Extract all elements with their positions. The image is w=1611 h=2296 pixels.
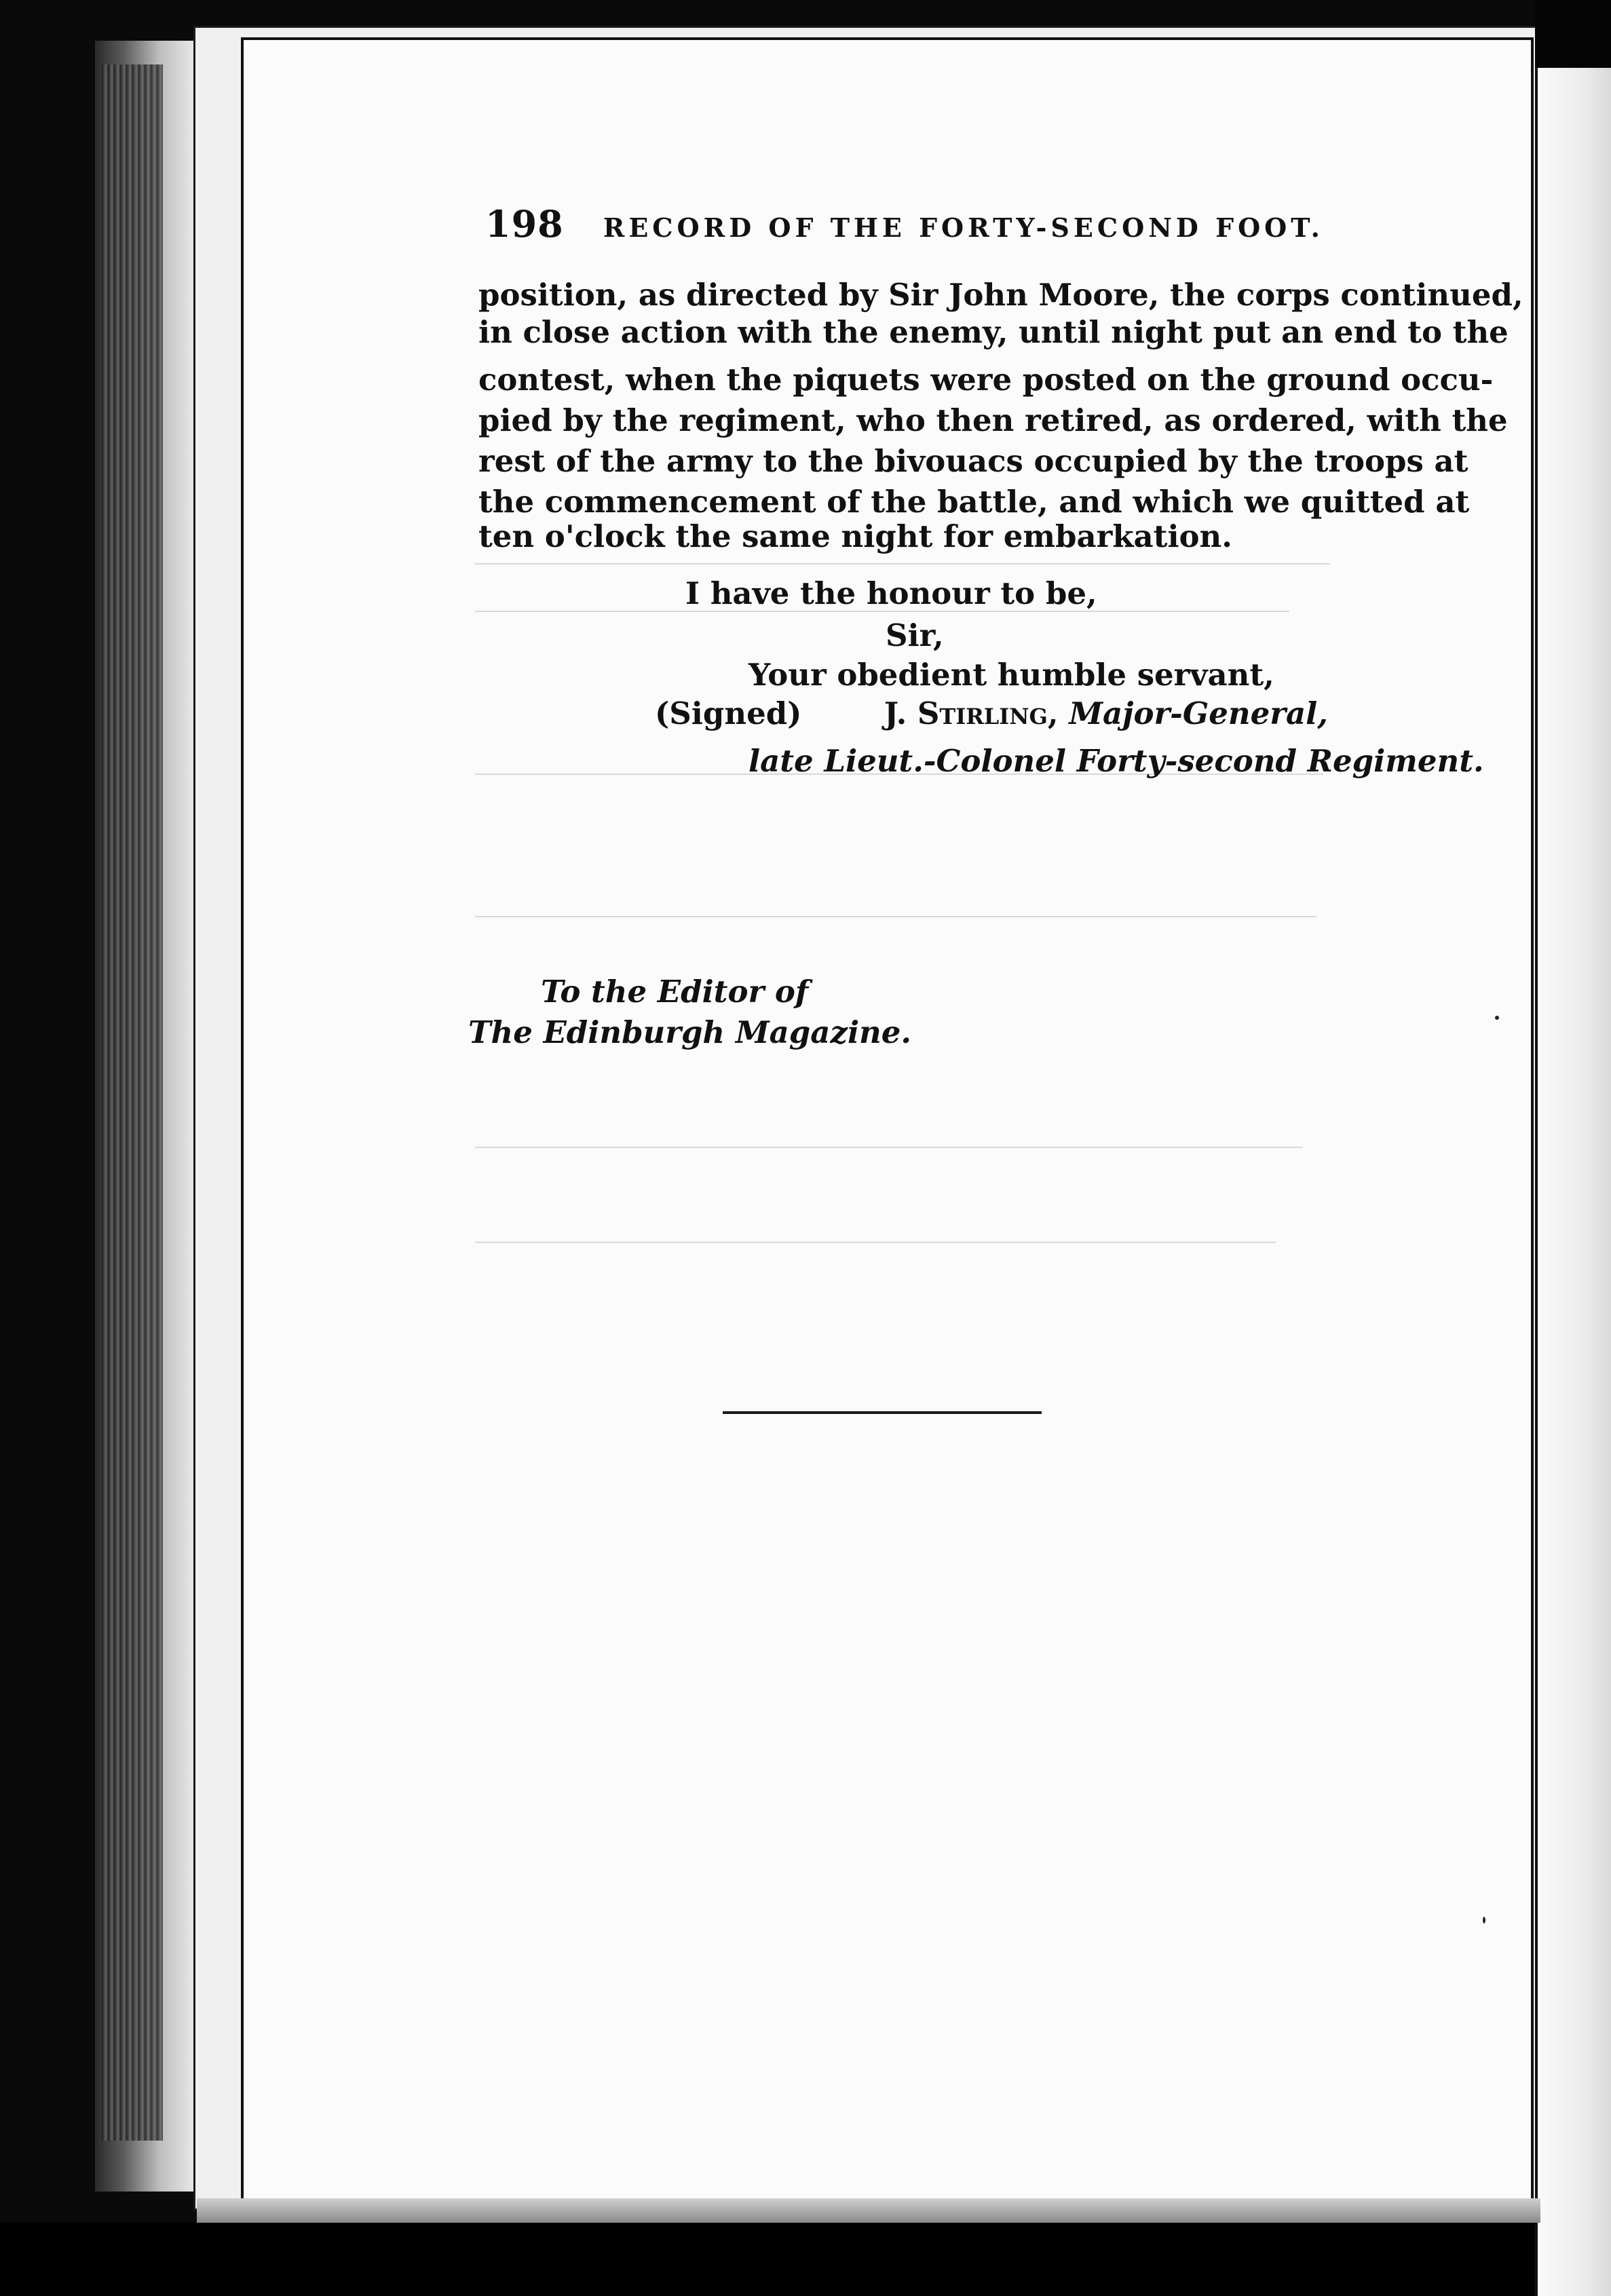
bleed-through — [475, 916, 1316, 917]
address-line-2: The Edinburgh Magazine. — [468, 1014, 912, 1050]
bleed-through — [475, 1242, 1276, 1243]
page-number: 198 — [485, 202, 564, 246]
running-head — [485, 202, 1324, 246]
body-line: contest, when the piquets were posted on the ground occu- — [478, 362, 1494, 398]
body-line: position, as directed by Sir John Moore, the corps continued, — [478, 277, 1523, 313]
running-title: RECORD OF THE FORTY-SECOND FOOT. — [603, 212, 1324, 243]
closing-servant: Your obedient humble servant, — [748, 657, 1274, 693]
closing-honour: I have the honour to be, — [685, 575, 1097, 611]
bleed-through — [475, 1147, 1303, 1148]
closing-salutation: Sir, — [886, 617, 944, 653]
body-line: the commencement of the battle, and which we quitted at — [478, 484, 1470, 520]
bleed-through — [475, 563, 1330, 565]
address-line-1: To the Editor of — [541, 974, 809, 1010]
body-line: in close action with the enemy, until night put an end to the — [478, 314, 1509, 350]
body-line: pied by the regiment, who then retired, as ordered, with the — [478, 402, 1508, 438]
signed-label: (Signed) — [655, 695, 802, 731]
section-rule — [723, 1411, 1042, 1414]
signatory-rank: Major-General, — [1069, 695, 1328, 731]
ink-speck — [1495, 1016, 1499, 1020]
book-binding — [102, 64, 163, 2141]
signatory-title: late Lieut.-Colonel Forty-second Regiment. — [748, 743, 1484, 779]
body-line: ten o'clock the same night for embarkation. — [478, 518, 1232, 554]
page-shadow — [197, 2198, 1540, 2223]
ink-speck — [1483, 1917, 1485, 1924]
scan-margin-bottom — [0, 2223, 1535, 2296]
signature-block — [655, 695, 1328, 731]
facing-page-edge — [1535, 68, 1611, 2296]
signatory-name: J. Stirling, — [884, 695, 1059, 731]
body-line: rest of the army to the bivouacs occupied by the troops at — [478, 443, 1468, 479]
scan-margin — [1535, 0, 1611, 68]
